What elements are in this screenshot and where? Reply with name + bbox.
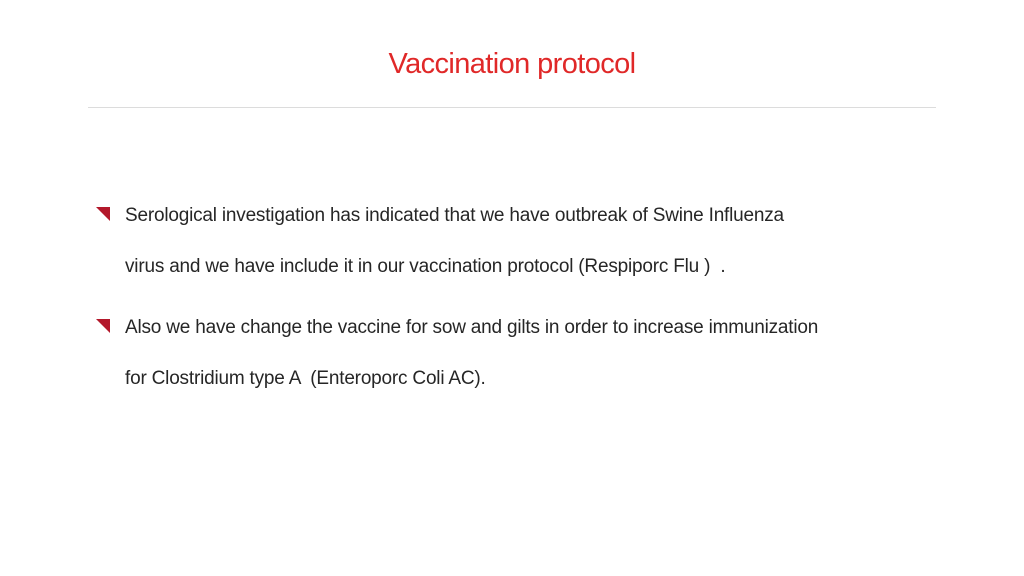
- bullet-text-line: Also we have change the vaccine for sow and gilts in order to increase immunization: [125, 317, 819, 338]
- bullet-text-line: Serological investigation has indicated that we have outbreak of Swine Influenza: [125, 205, 784, 226]
- title-divider: [88, 107, 936, 108]
- slide-title: Vaccination protocol: [388, 48, 636, 80]
- bullet-text-line: virus and we have include it in our vaccination protocol (Respiporc Flu ) .: [125, 256, 726, 277]
- bullet-item: [96, 302, 956, 404]
- triangle-bullet-icon: [96, 319, 110, 333]
- triangle-bullet-icon: [96, 207, 110, 221]
- bullet-item: [96, 190, 956, 292]
- bullet-text-line: for Clostridium type A (Enteroporc Coli AC).: [125, 368, 486, 389]
- bullet-list: [96, 190, 956, 414]
